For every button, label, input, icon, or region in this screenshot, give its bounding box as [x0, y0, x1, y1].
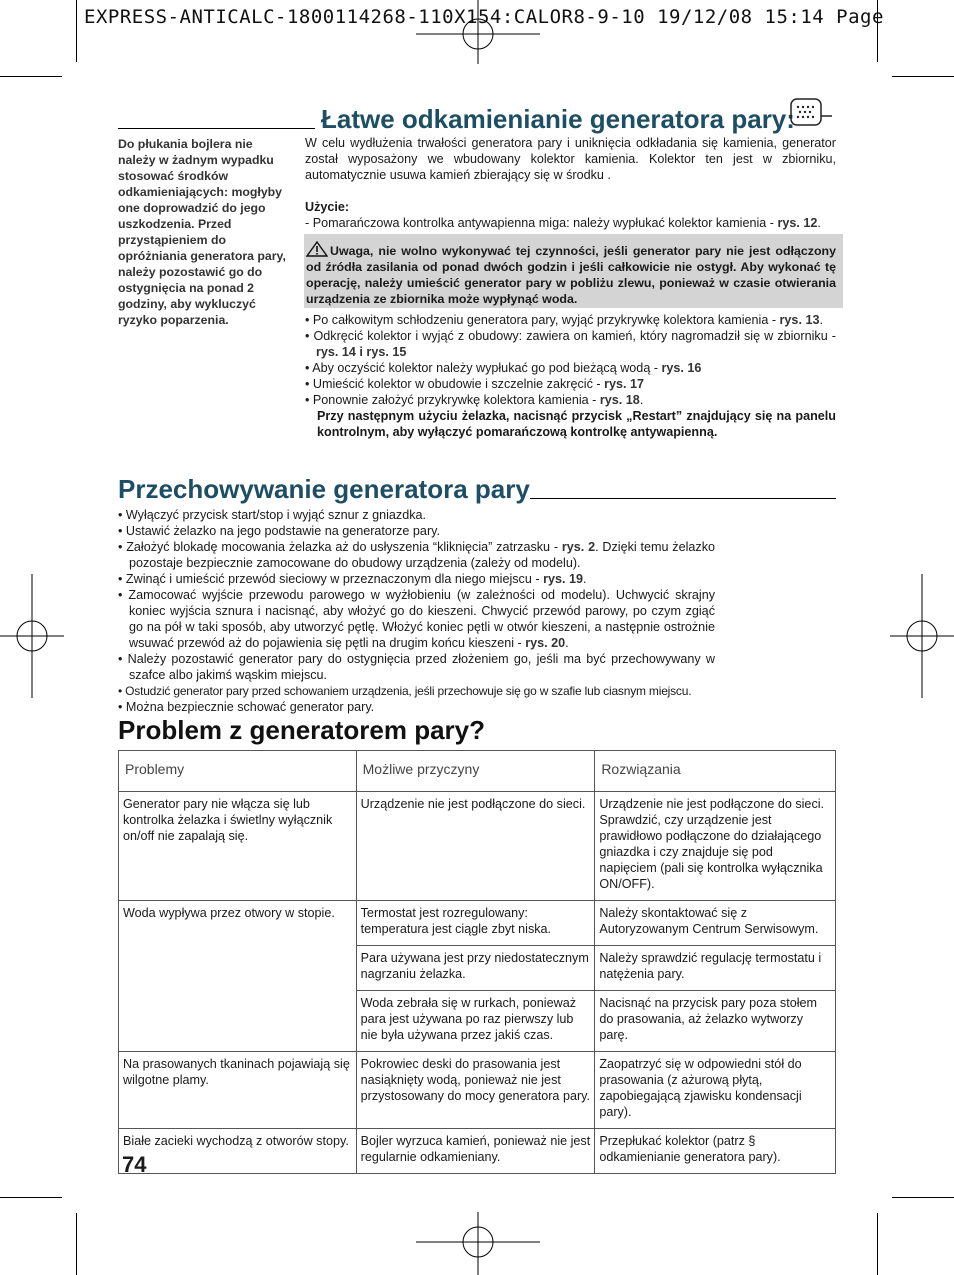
table-cell: Na prasowanych tkaninach pojawiają się wilgotne plamy.	[119, 1052, 357, 1129]
crop-mark	[76, 1213, 77, 1275]
sidebar-warning: Do płukania bojlera nie należy w żadnym wypadku stosować środków odkamieniających: mogłyby one doprowadzić do jego uszkodzenia. Przed przystąpieniem do opróżniania generatora pary, należy pozostawić go do ostygnięcia na ponad 2 godziny, aby wykluczyć ryzyko poparzenia.	[118, 137, 286, 327]
list-item: • Ostudzić generator pary przed schowaniem urządzenia, jeśli przechowuje się go w szafie lub ciasnym miejscu.	[118, 684, 692, 698]
descaling-intro	[305, 135, 836, 231]
section-title-descaling: Łatwe odkamienianie generatora pary:	[321, 104, 795, 134]
list-item: • Założyć blokadę mocowania żelazka aż do usłyszenia “kliknięcia” zatrzasku - rys. 2. Dzięki temu żelazko pozostaje bezpiecznie zamocowane do obudowy urządzenia (zależy od modelu).	[118, 540, 715, 570]
table-cell: Nacisnąć na przycisk pary poza stołem do prasowania, aż żelazko wytworzy parę.	[595, 991, 836, 1052]
section-title-storage: Przechowywanie generatora pary	[118, 474, 530, 504]
intro-text: W celu wydłużenia trwałości generatora pary i uniknięcia odkładania się kamienia, generator został wyposażony we wbudowany kolektor kamienia. Kolektor ten jest w zbiorniku, automatycznie usuwa kamień zbierający się w środku .	[305, 136, 836, 182]
table-cell: Przepłukać kolektor (patrz § odkamienianie generatora pary).	[595, 1129, 836, 1174]
usage-line: - Pomarańczowa kontrolka antywapienna miga: należy wypłukać kolektor kamienia - rys. 12.	[305, 216, 821, 230]
list-item: • Zwinąć i umieścić przewód sieciowy w przeznaczonym dla niego miejscu - rys. 19.	[118, 572, 587, 586]
warning-triangle-icon	[306, 241, 328, 257]
column-header: Możliwe przyczyny	[356, 751, 595, 792]
table-cell: Termostat jest rozregulowany: temperatura jest ciągle zbyt niska.	[356, 901, 595, 946]
storage-list	[118, 507, 715, 715]
descaling-steps	[305, 312, 836, 440]
table-row	[119, 792, 836, 901]
column-header: Problemy	[119, 751, 357, 792]
table-row	[119, 901, 836, 946]
figure-ref: rys. 12	[777, 216, 818, 230]
crop-mark	[76, 0, 77, 62]
table-header-row	[119, 751, 836, 792]
table-cell: Generator pary nie włącza się lub kontrolka żelazka i świetlny wyłącznik on/off nie zapalają się.	[119, 792, 357, 901]
table-cell: Urządzenie nie jest podłączone do sieci.	[356, 792, 595, 901]
table-cell: Bojler wyrzuca kamień, ponieważ nie jest regularnie odkamieniany.	[356, 1129, 595, 1174]
print-slug: EXPRESS-ANTICALC-1800114268-110X154:CALOR8-9-10 19/12/08 15:14 Page	[84, 6, 884, 28]
list-item: • Zamocować wyjście przewodu parowego w wyżłobieniu (w zależności od modelu). Uchwycić skrajny koniec wyjścia sznura i nacisnąć, aby włożyć go do kieszeni. Chwycić przewód parowy, po czym zgiąć go na pół w taki sposób, aby utworzyć pętlę. Włożyć koniec pętli w otwór kieszeni, a następnie ostrożnie wsuwać przewód aż do pojawienia się pętli na drugim końcu kieszeni - rys. 20.	[118, 588, 715, 650]
crop-mark	[0, 1197, 62, 1198]
page-number: 74	[122, 1152, 147, 1177]
list-item: • Wyłączyć przycisk start/stop i wyjąć sznur z gniazdka.	[118, 508, 427, 522]
table-cell: Para używana jest przy niedostatecznym nagrzaniu żelazka.	[356, 946, 595, 991]
table-cell: Należy sprawdzić regulację termostatu i natężenia pary.	[595, 946, 836, 991]
crop-mark	[892, 1197, 954, 1198]
column-header: Rozwiązania	[595, 751, 836, 792]
table-cell: Urządzenie nie jest podłączone do sieci. Sprawdzić, czy urządzenie jest prawidłowo podłączone do działającego gniazdka i czy znajduje się pod napięciem (pali się kontrolka wyłącznika ON/OFF).	[595, 792, 836, 901]
table-cell: Pokrowiec deski do prasowania jest nasiąknięty wodą, ponieważ nie jest przystosowany do mocy generatora pary.	[356, 1052, 595, 1129]
list-item: • Aby oczyścić kolektor należy wypłukać go pod bieżącą wodą - rys. 16	[305, 361, 702, 375]
troubleshooting-table	[118, 750, 836, 1174]
crop-mark	[892, 76, 954, 77]
title-rule	[530, 498, 836, 499]
list-item: • Należy pozostawić generator pary do ostygnięcia przed złożeniem go, jeśli ma być przechowywany w szafce albo jakimś wąskim miejscu.	[118, 652, 715, 682]
table-row	[119, 1052, 836, 1129]
usage-label: Użycie:	[305, 200, 350, 214]
list-item: • Po całkowitym schłodzeniu generatora pary, wyjąć przykrywkę kolektora kamienia - rys. 13.	[305, 313, 823, 327]
table-cell: Należy skontaktować się z Autoryzowanym Centrum Serwisowym.	[595, 901, 836, 946]
list-item: • Umieścić kolektor w obudowie i szczelnie zakręcić - rys. 17	[305, 377, 644, 391]
table-cell: Woda wypływa przez otwory w stopie.	[119, 901, 357, 1052]
registration-mark-bottom	[416, 1212, 540, 1275]
warning-text: Uwaga, nie wolno wykonywać tej czynności, jeśli generator pary nie jest odłączony od źródła zasilania od ponad dwóch godzin i jeśli całkowicie nie ostygł. Aby wykonać tę operację, należy umieścić generator pary w pobliżu zlewu, ponieważ w czasie otwierania urządzenia ze zbiornika może wypłynąć woda.	[306, 244, 836, 306]
registration-mark-right	[890, 574, 954, 698]
list-item: • Można bezpiecznie schować generator pary.	[118, 700, 375, 714]
list-item: • Ustawić żelazko na jego podstawie na generatorze pary.	[118, 524, 440, 538]
title-rule	[118, 128, 315, 129]
crop-mark	[0, 76, 62, 77]
usage-text: - Pomarańczowa kontrolka antywapienna miga: należy wypłukać kolektor kamienia -	[305, 216, 774, 230]
table-cell: Białe zacieki wychodzą z otworów stopy.	[119, 1129, 357, 1174]
warning-text-block	[306, 241, 836, 307]
section-title-troubleshooting: Problem z generatorem pary?	[118, 715, 485, 745]
list-item: • Ponownie założyć przykrywkę kolektora kamienia - rys. 18.	[305, 393, 644, 407]
table-cell: Zaopatrzyć się w odpowiedni stół do prasowania (z ażurową płytą, zapobiegającą zjawisku kondensacji pary).	[595, 1052, 836, 1129]
registration-mark-left	[0, 574, 64, 698]
table-row	[119, 1129, 836, 1174]
boiler-descaling-icon	[788, 96, 834, 130]
list-item: • Odkręcić kolektor i wyjąć z obudowy: zawiera on kamień, który nagromadził się w zbiorniku - rys. 14 i rys. 15	[305, 329, 836, 359]
crop-mark	[877, 1213, 878, 1275]
table-cell: Woda zebrała się w rurkach, ponieważ para jest używana po raz pierwszy lub nie była używana przez jakiś czas.	[356, 991, 595, 1052]
restart-note: Przy następnym użyciu żelazka, nacisnąć przycisk „Restart” znajdujący się na panelu kontrolnym, aby wyłączyć pomarańczową kontrolkę antywapienną.	[317, 409, 836, 439]
